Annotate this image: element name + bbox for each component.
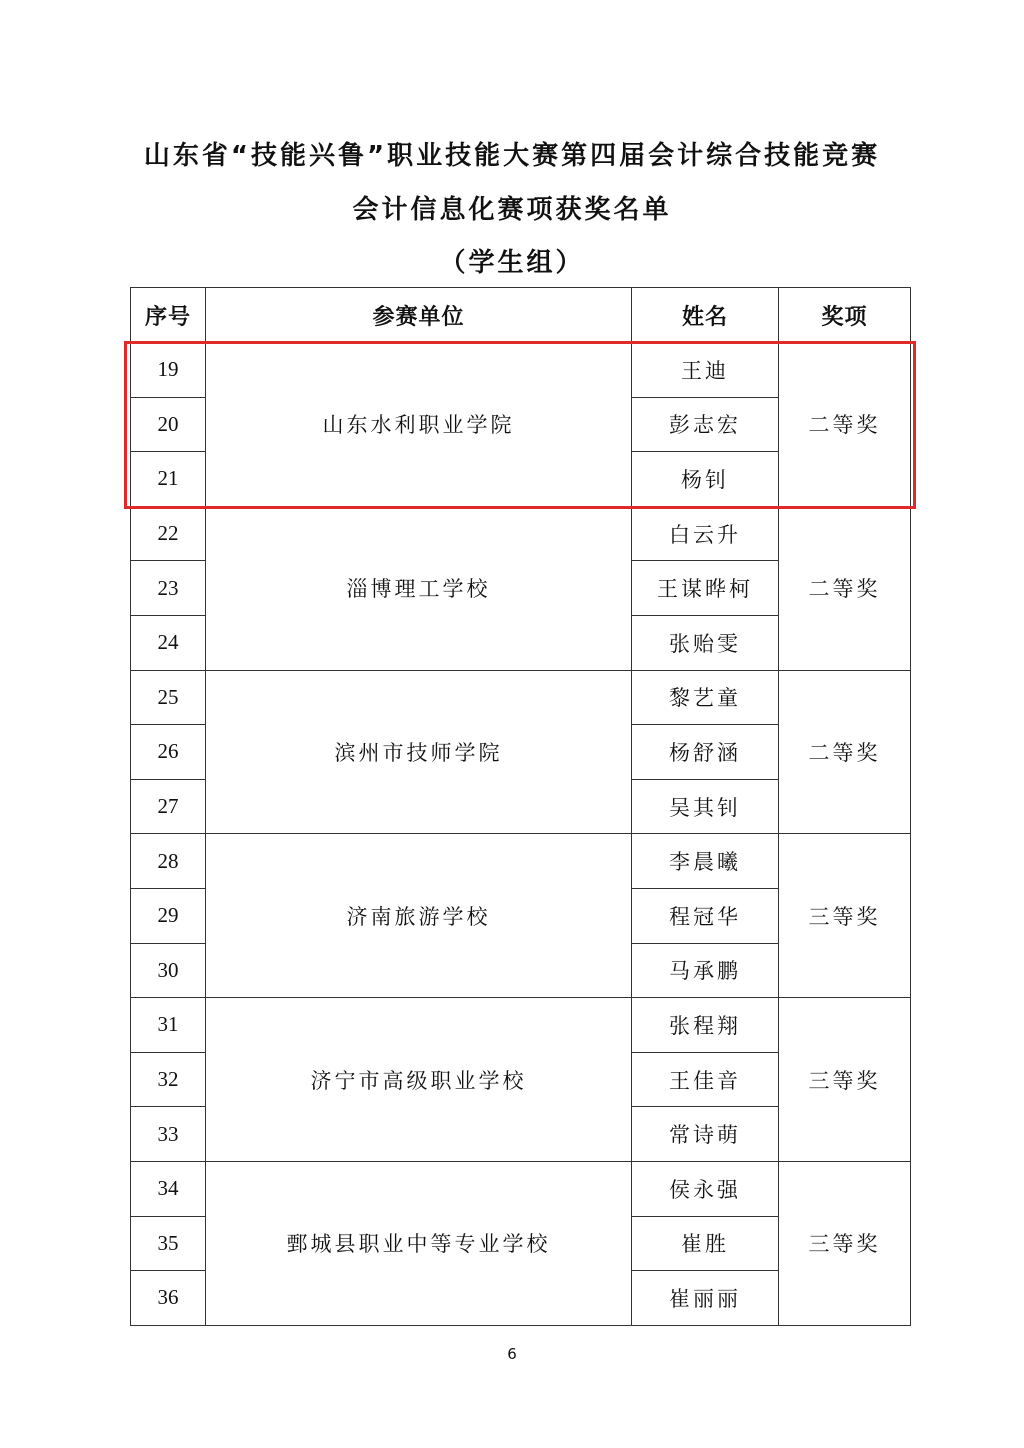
cell-name: 崔丽丽 <box>632 1271 779 1326</box>
cell-seq: 33 <box>131 1107 206 1162</box>
cell-award: 二等奖 <box>779 506 911 670</box>
page-number: 6 <box>507 1345 517 1363</box>
cell-seq: 19 <box>131 343 206 398</box>
table-row <box>131 506 911 561</box>
cell-name: 张程翔 <box>632 998 779 1053</box>
cell-seq: 35 <box>131 1216 206 1271</box>
table-row <box>131 343 911 398</box>
header-unit: 参赛单位 <box>206 288 632 343</box>
cell-seq: 20 <box>131 397 206 452</box>
cell-name: 李晨曦 <box>632 834 779 889</box>
table-row <box>131 998 911 1053</box>
cell-name: 程冠华 <box>632 888 779 943</box>
cell-seq: 23 <box>131 561 206 616</box>
cell-name: 黎艺童 <box>632 670 779 725</box>
cell-seq: 25 <box>131 670 206 725</box>
cell-seq: 26 <box>131 725 206 780</box>
cell-name: 马承鹏 <box>632 943 779 998</box>
cell-name: 王迪 <box>632 343 779 398</box>
document-group-label: （学生组） <box>439 248 585 278</box>
cell-unit: 淄博理工学校 <box>206 506 632 670</box>
cell-seq: 34 <box>131 1161 206 1216</box>
cell-seq: 21 <box>131 452 206 507</box>
cell-unit: 济宁市高级职业学校 <box>206 998 632 1162</box>
cell-name: 张贻雯 <box>632 615 779 670</box>
cell-award: 二等奖 <box>779 670 911 834</box>
cell-seq: 22 <box>131 506 206 561</box>
cell-seq: 27 <box>131 779 206 834</box>
cell-name: 崔胜 <box>632 1216 779 1271</box>
cell-award: 三等奖 <box>779 834 911 998</box>
header-seq: 序号 <box>131 288 206 343</box>
cell-unit: 济南旅游学校 <box>206 834 632 998</box>
cell-name: 杨舒涵 <box>632 725 779 780</box>
cell-name: 杨钊 <box>632 452 779 507</box>
cell-award: 二等奖 <box>779 343 911 507</box>
cell-seq: 31 <box>131 998 206 1053</box>
cell-unit: 山东水利职业学院 <box>206 343 632 507</box>
cell-name: 王谋晔柯 <box>632 561 779 616</box>
header-award: 奖项 <box>779 288 911 343</box>
cell-seq: 29 <box>131 888 206 943</box>
table-row <box>131 670 911 725</box>
cell-name: 常诗萌 <box>632 1107 779 1162</box>
cell-name: 王佳音 <box>632 1052 779 1107</box>
table-header-row <box>131 288 911 343</box>
cell-seq: 32 <box>131 1052 206 1107</box>
header-name: 姓名 <box>632 288 779 343</box>
cell-name: 侯永强 <box>632 1161 779 1216</box>
cell-name: 白云升 <box>632 506 779 561</box>
cell-unit: 鄄城县职业中等专业学校 <box>206 1161 632 1325</box>
table-row <box>131 834 911 889</box>
cell-unit: 滨州市技师学院 <box>206 670 632 834</box>
table-body <box>131 343 911 1326</box>
cell-name: 吴其钊 <box>632 779 779 834</box>
cell-name: 彭志宏 <box>632 397 779 452</box>
cell-seq: 30 <box>131 943 206 998</box>
cell-award: 三等奖 <box>779 1161 911 1325</box>
award-table <box>130 287 911 1326</box>
cell-seq: 24 <box>131 615 206 670</box>
cell-seq: 36 <box>131 1271 206 1326</box>
cell-seq: 28 <box>131 834 206 889</box>
document-subtitle: 会计信息化赛项获奖名单 <box>352 195 672 225</box>
table-row <box>131 1161 911 1216</box>
cell-award: 三等奖 <box>779 998 911 1162</box>
document-title: 山东省“技能兴鲁”职业技能大赛第四届会计综合技能竞赛 <box>143 141 881 171</box>
